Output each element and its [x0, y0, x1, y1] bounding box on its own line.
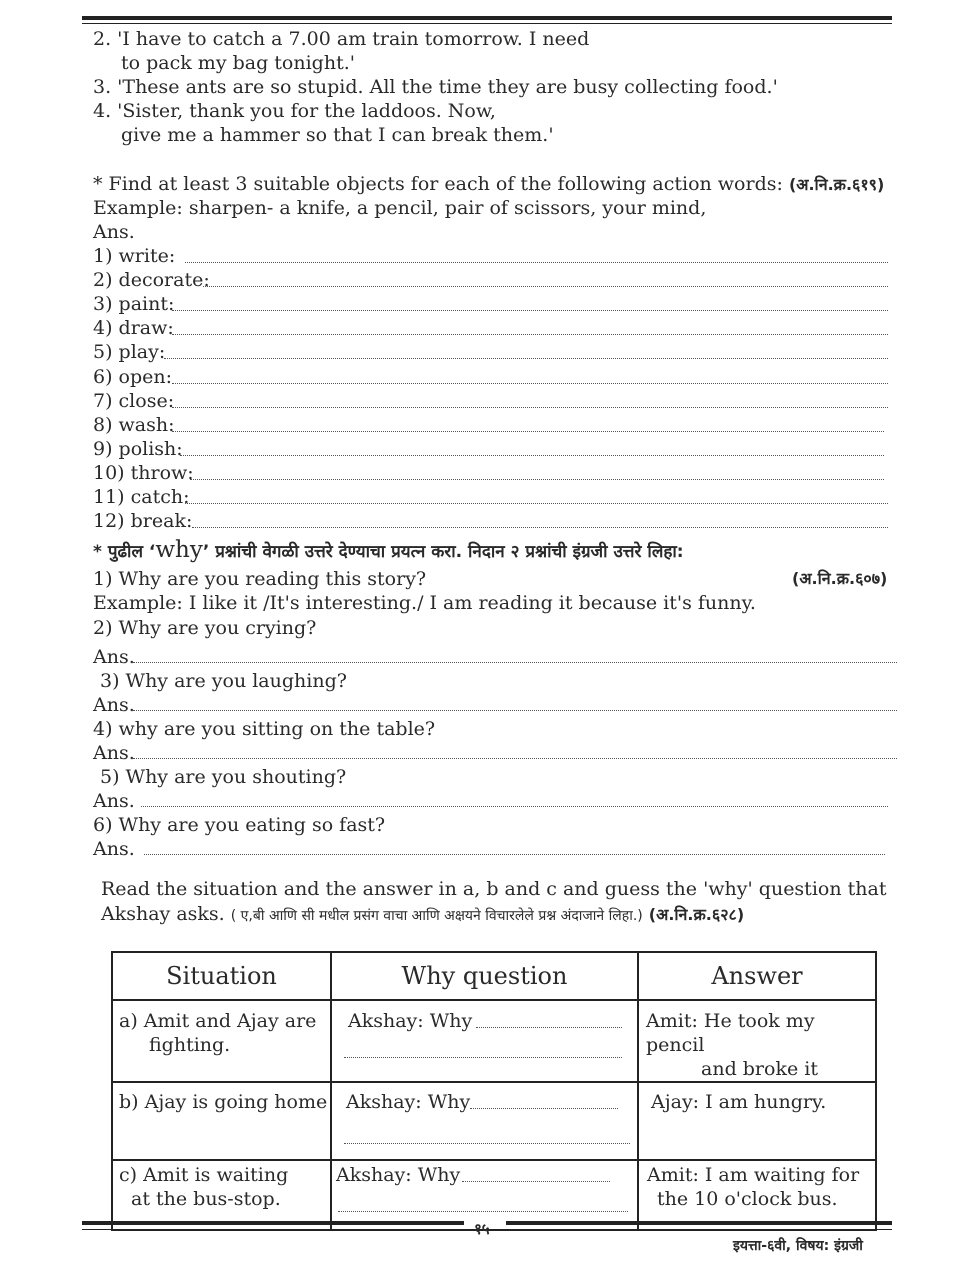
why-question-cell: Akshay: Why	[331, 1082, 638, 1160]
answer-line[interactable]	[172, 407, 888, 408]
why-question-cell: Akshay: Why	[331, 1000, 638, 1082]
answer-cell: Amit: I am waiting for the 10 o'clock bus.	[638, 1160, 876, 1230]
why-ans-label: Ans.	[93, 694, 135, 716]
why-ans-label: Ans.	[93, 742, 135, 764]
objects-item: 8) wash:	[93, 414, 175, 436]
answer-line[interactable]	[470, 1108, 618, 1109]
why-question: 5) Why are you shouting?	[100, 766, 347, 788]
answer-line[interactable]	[203, 286, 888, 287]
page-number: १५	[474, 1220, 490, 1238]
example-line-3: 3. 'These ants are so stupid. All the time they are busy collecting food.'	[93, 76, 778, 98]
answer-line[interactable]	[180, 455, 884, 456]
objects-item: 12) break:	[93, 510, 193, 532]
example-line-2b: to pack my bag tonight.'	[121, 52, 355, 74]
answer-line[interactable]	[185, 503, 888, 504]
objects-item: 2) decorate:	[93, 269, 210, 291]
answer-line[interactable]	[338, 1211, 628, 1212]
example-line-4b: give me a hammer so that I can break them.'	[121, 124, 554, 146]
objects-item: 1) write:	[93, 245, 176, 267]
objects-item: 3) paint:	[93, 293, 175, 315]
footer-subject: इयत्ता-६वी, विषय: इंग्रजी	[733, 1238, 863, 1254]
why-example: Example: I like it /It's interesting./ I am reading it because it's funny.	[93, 592, 756, 614]
why-question: 2) Why are you crying?	[93, 617, 317, 639]
why-ans-label: Ans.	[93, 646, 135, 668]
answer-line[interactable]	[133, 662, 897, 663]
header-situation: Situation	[112, 952, 331, 1000]
objects-instruction: * Find at least 3 suitable objects for each of the following action words: (अ.नि.क्र.६१९)	[93, 173, 885, 195]
objects-ans-label: Ans.	[93, 221, 135, 243]
example-line-4: 4. 'Sister, thank you for the laddoos. Now,	[93, 100, 496, 122]
header-answer: Answer	[638, 952, 876, 1000]
objects-item: 9) polish:	[93, 438, 183, 460]
objects-item: 4) draw:	[93, 317, 174, 339]
situation-cell: a) Amit and Ajay are fighting.	[112, 1000, 331, 1082]
why-question: 3) Why are you laughing?	[100, 670, 347, 692]
objects-item: 10) throw:	[93, 462, 194, 484]
situation-table	[111, 951, 877, 1231]
example-line-2: 2. 'I have to catch a 7.00 am train tomorrow. I need	[93, 28, 590, 50]
situation-cell: b) Ajay is going home	[112, 1082, 331, 1160]
answer-cell: Ajay: I am hungry.	[638, 1082, 876, 1160]
footer-rule-left-thick	[82, 1221, 464, 1225]
answer-line[interactable]	[172, 431, 884, 432]
answer-cell: Amit: He took my pencil and broke it	[638, 1000, 876, 1082]
answer-line[interactable]	[344, 1057, 622, 1058]
answer-line[interactable]	[185, 262, 888, 263]
top-rule-thick	[82, 16, 892, 20]
why-ref: (अ.नि.क्र.६०७)	[792, 569, 888, 588]
answer-line[interactable]	[133, 710, 897, 711]
objects-item: 11) catch:	[93, 486, 190, 508]
answer-line[interactable]	[164, 358, 888, 359]
footer-rule-right-thin	[506, 1229, 892, 1230]
why-ans-label: Ans.	[93, 838, 135, 860]
objects-ref: (अ.नि.क्र.६१९)	[788, 175, 885, 194]
objects-item: 6) open:	[93, 366, 173, 388]
answer-line[interactable]	[172, 334, 888, 335]
objects-item: 5) play:	[93, 341, 166, 363]
footer-rule-right-thick	[506, 1221, 892, 1225]
answer-line[interactable]	[172, 310, 888, 311]
answer-line[interactable]	[344, 1143, 630, 1144]
header-why-question: Why question	[331, 952, 638, 1000]
situation-instruction-2: Akshay asks. ( ए,बी आणि सी मधील प्रसंग वाचा आणि अक्षयने विचारलेले प्रश्न अंदाजाने लिहा.) (अ.नि.क्र.६२८)	[101, 903, 745, 925]
why-ans-label: Ans.	[93, 790, 135, 812]
answer-line[interactable]	[190, 479, 884, 480]
answer-line[interactable]	[144, 854, 885, 855]
why-question-cell: Akshay: Why	[331, 1160, 638, 1230]
why-q1: 1) Why are you reading this story?	[93, 568, 427, 590]
objects-item: 7) close:	[93, 390, 175, 412]
objects-example: Example: sharpen- a knife, a pencil, pair of scissors, your mind,	[93, 197, 707, 219]
top-rule-thin	[82, 23, 892, 24]
why-question: 6) Why are you eating so fast?	[93, 814, 386, 836]
answer-line[interactable]	[462, 1181, 610, 1182]
footer-rule-left-thin	[82, 1229, 464, 1230]
answer-line[interactable]	[476, 1027, 622, 1028]
why-question: 4) why are you sitting on the table?	[93, 718, 436, 740]
situation-instruction-1: Read the situation and the answer in a, b and c and guess the 'why' question that	[101, 878, 887, 900]
answer-line[interactable]	[172, 383, 888, 384]
why-heading: * पुढील ‘why’ प्रश्नांची वेगळी उत्तरे देण्याचा प्रयत्न करा. निदान २ प्रश्नांची इंग्रजी उत्तरे लिहा:	[93, 537, 684, 563]
situation-cell: c) Amit is waiting at the bus-stop.	[112, 1160, 331, 1230]
answer-line[interactable]	[192, 527, 888, 528]
answer-line[interactable]	[141, 806, 888, 807]
answer-line[interactable]	[133, 758, 897, 759]
